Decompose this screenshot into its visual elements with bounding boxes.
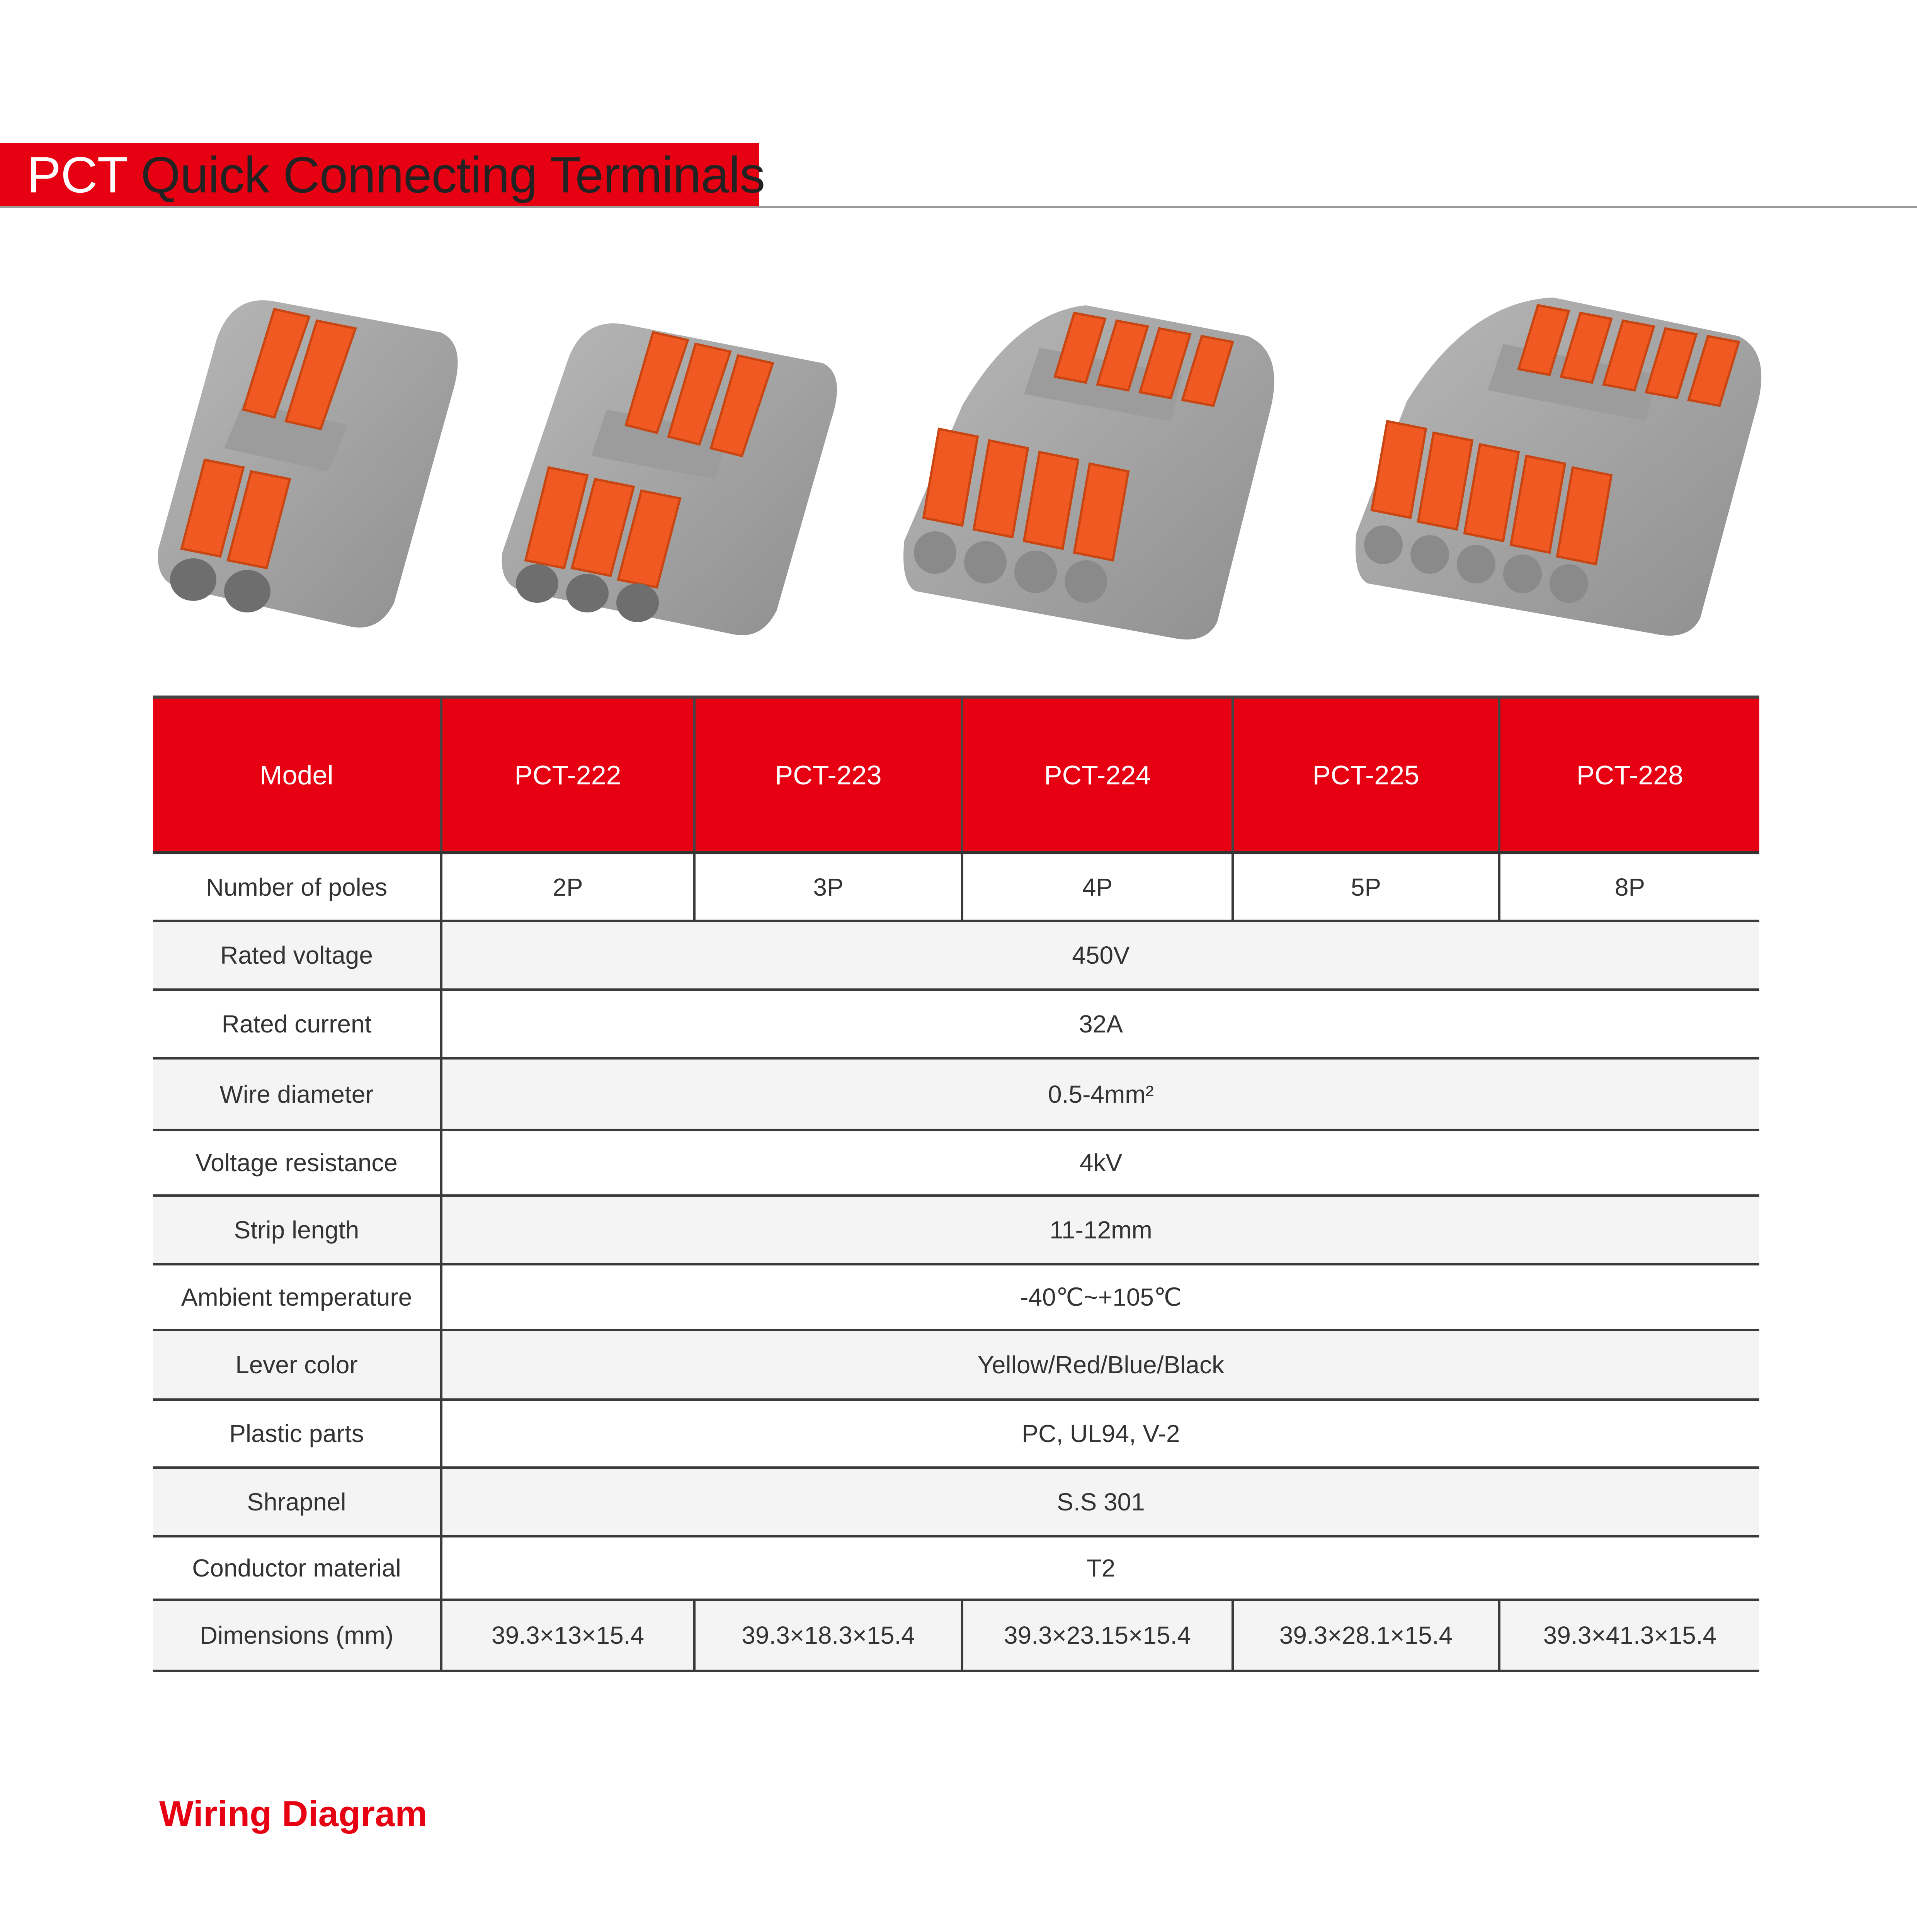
row-value: 4kV: [441, 1130, 1759, 1196]
row-value: -40℃~+105℃: [441, 1264, 1759, 1330]
table-row: [153, 1196, 1759, 1264]
header-cell-pct-228: PCT-228: [1499, 697, 1759, 853]
header-cell-pct-225: PCT-225: [1233, 697, 1499, 853]
poles-cell: 3P: [694, 853, 962, 921]
row-label: Voltage resistance: [153, 1130, 441, 1196]
dimension-cell: 39.3×23.15×15.4: [962, 1600, 1233, 1671]
product-image-pct-225: [1352, 286, 1770, 641]
header-cell-pct-224: PCT-224: [962, 697, 1233, 853]
row-label: Strip length: [153, 1196, 441, 1264]
page-title: [27, 146, 765, 204]
table-row-poles: [153, 853, 1759, 921]
wiring-diagram-title: Wiring Diagram: [159, 1793, 427, 1834]
title-brand: PCT: [27, 146, 127, 203]
table-header-row: [153, 697, 1759, 853]
table-row: [153, 1400, 1759, 1468]
row-label: Rated current: [153, 990, 441, 1058]
dimension-cell: 39.3×28.1×15.4: [1233, 1600, 1499, 1671]
row-label: Ambient temperature: [153, 1264, 441, 1330]
table-row-dimensions: [153, 1600, 1759, 1671]
title-rule: [0, 206, 1917, 208]
dimension-cell: 39.3×41.3×15.4: [1499, 1600, 1759, 1671]
dimension-cell: 39.3×13×15.4: [441, 1600, 694, 1671]
header-cell-pct-222: PCT-222: [441, 697, 694, 853]
header-cell-pct-223: PCT-223: [694, 697, 962, 853]
header-cell-model: Model: [153, 697, 441, 853]
table-row: [153, 1330, 1759, 1400]
product-image-pct-223: [491, 305, 846, 645]
table-row: [153, 990, 1759, 1058]
row-value: Yellow/Red/Blue/Black: [441, 1330, 1759, 1400]
row-value: S.S 301: [441, 1468, 1759, 1536]
poles-cell: 5P: [1233, 853, 1499, 921]
table-row: [153, 1058, 1759, 1130]
row-label: Rated voltage: [153, 921, 441, 990]
row-label: Lever color: [153, 1330, 441, 1400]
table-row: [153, 921, 1759, 990]
row-value: PC, UL94, V-2: [441, 1400, 1759, 1468]
row-label: Conductor material: [153, 1536, 441, 1600]
row-label: Number of poles: [153, 853, 441, 921]
row-label: Shrapnel: [153, 1468, 441, 1536]
row-value: T2: [441, 1536, 1759, 1600]
row-value: 32A: [441, 990, 1759, 1058]
row-label: Wire diameter: [153, 1058, 441, 1130]
product-image-pct-222: [147, 286, 464, 641]
spec-table: [153, 696, 1759, 1672]
row-label: Plastic parts: [153, 1400, 441, 1468]
table-row: [153, 1536, 1759, 1600]
product-image-pct-224: [900, 290, 1287, 645]
row-label: Dimensions (mm): [153, 1600, 441, 1671]
table-row: [153, 1468, 1759, 1536]
poles-cell: 8P: [1499, 853, 1759, 921]
poles-cell: 4P: [962, 853, 1233, 921]
table-row: [153, 1130, 1759, 1196]
row-value: 450V: [441, 921, 1759, 990]
poles-cell: 2P: [441, 853, 694, 921]
table-row: [153, 1264, 1759, 1330]
row-value: 11-12mm: [441, 1196, 1759, 1264]
dimension-cell: 39.3×18.3×15.4: [694, 1600, 962, 1671]
title-main: Quick Connecting Terminals: [141, 146, 765, 203]
row-value: 0.5-4mm²: [441, 1058, 1759, 1130]
